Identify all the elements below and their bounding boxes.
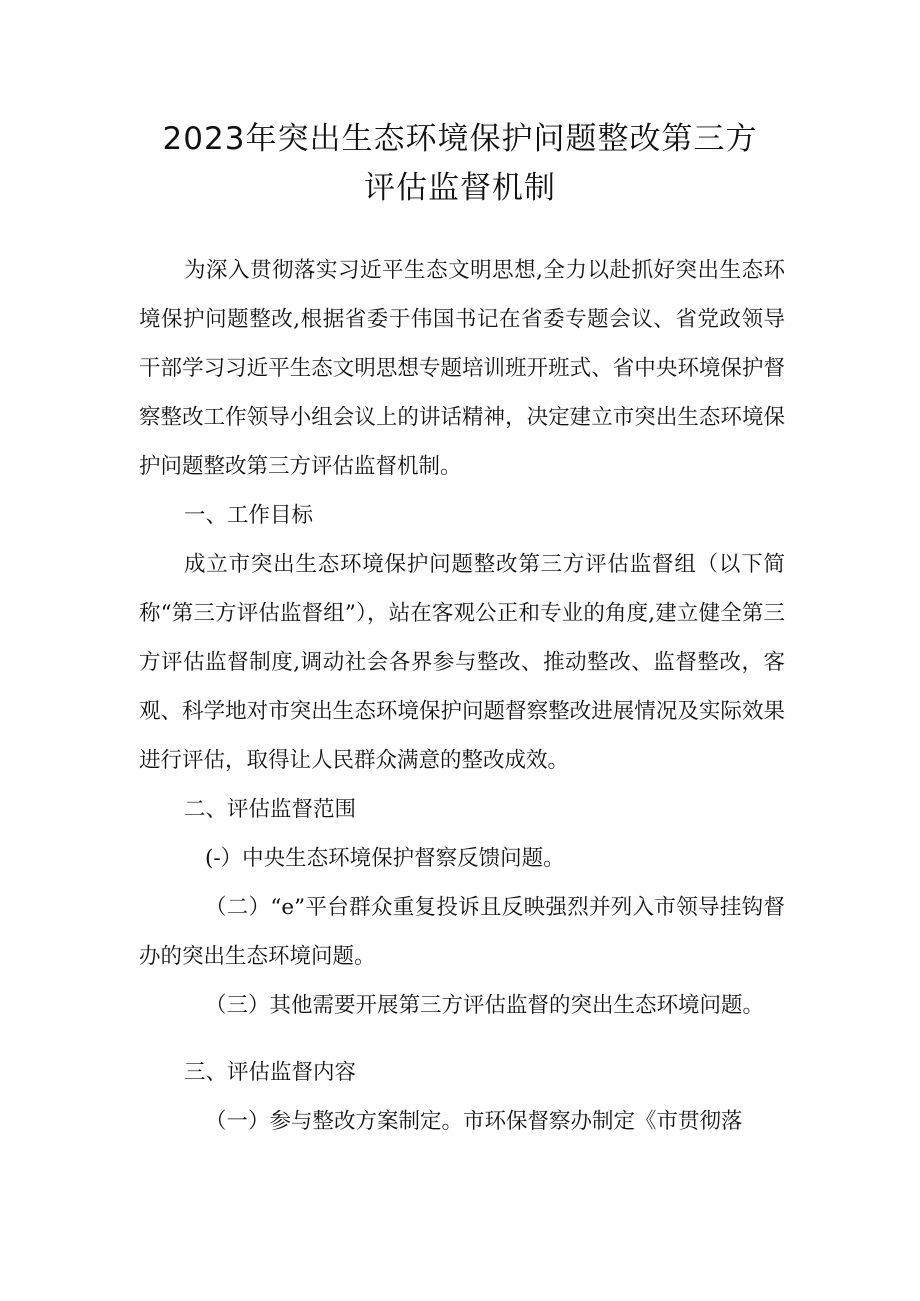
section-spacer	[139, 1030, 785, 1048]
document-body	[139, 246, 785, 1146]
intro-paragraph: 为深入贯彻落实习近平生态文明思想,全力以赴抓好突出生态环境保护问题整改,根据省委于伟国书记在省委专题会议、省党政领导干部学习习近平生态文明思想专题培训班开班式、省中央环境保护督察整改工作领导小组会议上的讲话精神，决定建立市突出生态环境保护问题整改第三方评估监督机制。	[139, 258, 785, 479]
section-2-item-1: (-）中央生态环境保护督察反馈问题。	[205, 846, 565, 871]
section-2-item-3: （三）其他需要开展第三方评估监督的突出生态环境问题。	[205, 993, 765, 1018]
section-3-item-1: （一）参与整改方案制定。市环保督察办制定《市贯彻落	[205, 1109, 743, 1134]
document-title-line-1: 2023年突出生态环境保护问题整改第三方	[162, 121, 758, 157]
section-2-heading: 二、评估监督范围	[184, 797, 357, 822]
section-2-item-2: （二）“e”平台群众重复投诉且反映强烈并列入市领导挂钩督办的突出生态环境问题。	[139, 895, 785, 969]
section-1-paragraph: 成立市突出生态环境保护问题整改第三方评估监督组（以下简称“第三方评估监督组”），站在客观公正和专业的角度,建立健全第三方评估监督制度,调动社会各界参与整改、推动整改、监督整改，客观、科学地对市突出生态环境保护问题督察整改进展情况及实际效果进行评估，取得让人民群众满意的整改成效。	[139, 552, 785, 773]
document-title-line-2: 评估监督机制	[364, 170, 556, 206]
section-3-heading: 三、评估监督内容	[184, 1060, 357, 1085]
section-1-heading: 一、工作目标	[184, 503, 314, 528]
